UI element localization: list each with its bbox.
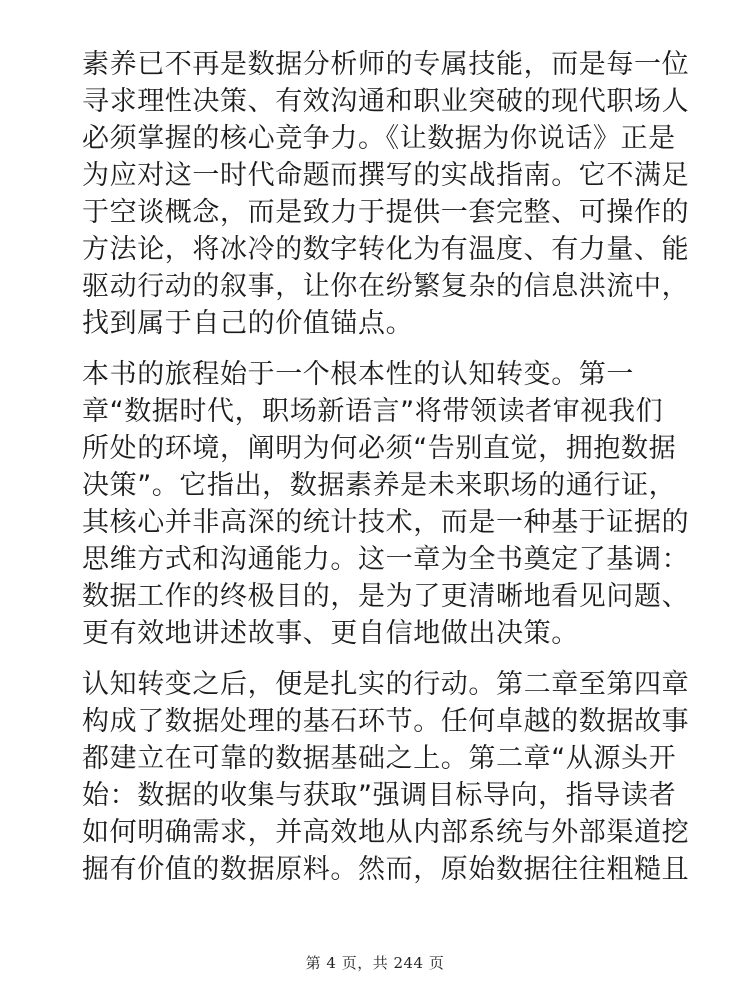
text-line: 为应对这一时代命题而撰写的实战指南。它不满足 (82, 160, 690, 191)
text-line: 本书的旅程始于一个根本性的认知转变。第一 (82, 359, 634, 390)
text-line: 都建立在可靠的数据基础之上。第二章“从源头开 (82, 743, 677, 774)
text-line: 其核心并非高深的统计技术，而是一种基于证据的 (82, 507, 690, 538)
paragraph-3 (82, 666, 690, 888)
body-text (82, 46, 690, 902)
text-line: 构成了数据处理的基石环节。任何卓越的数据故事 (82, 706, 690, 737)
text-line: 章“数据时代，职场新语言”将带领读者审视我们 (82, 396, 664, 427)
text-line: 更有效地讲述故事、更自信地做出决策。 (82, 618, 579, 649)
text-line: 数据工作的终极目的，是为了更清晰地看见问题、 (82, 581, 690, 612)
text-line: 于空谈概念，而是致力于提供一套完整、可操作的 (82, 197, 690, 228)
text-line: 掘有价值的数据原料。然而，原始数据往往粗糙且 (82, 854, 690, 885)
text-line: 思维方式和沟通能力。这一章为全书奠定了基调： (82, 544, 690, 575)
text-line: 方法论，将冰冷的数字转化为有温度、有力量、能 (82, 234, 690, 265)
text-line: 认知转变之后，便是扎实的行动。第二章至第四章 (82, 669, 690, 700)
text-line: 如何明确需求，并高效地从内部系统与外部渠道挖 (82, 817, 690, 848)
text-line: 素养已不再是数据分析师的专属技能，而是每一位 (82, 49, 690, 80)
text-line: 始：数据的收集与获取”强调目标导向，指导读者 (82, 780, 677, 811)
page-number-footer: 第 4 页，共 244 页 (305, 954, 445, 972)
text-line: 驱动行动的叙事，让你在纷繁复杂的信息洪流中， (82, 271, 690, 302)
paragraph-1 (82, 46, 690, 342)
paragraph-2 (82, 356, 690, 652)
text-line: 决策”。它指出，数据素养是未来职场的通行证， (82, 470, 677, 501)
text-line: 必须掌握的核心竞争力。《让数据为你说话》正是 (82, 123, 676, 154)
text-line: 寻求理性决策、有效沟通和职业突破的现代职场人 (82, 86, 690, 117)
text-line: 所处的环境，阐明为何必须“告别直觉，拥抱数据 (82, 433, 677, 464)
text-line: 找到属于自己的价值锚点。 (82, 308, 414, 339)
